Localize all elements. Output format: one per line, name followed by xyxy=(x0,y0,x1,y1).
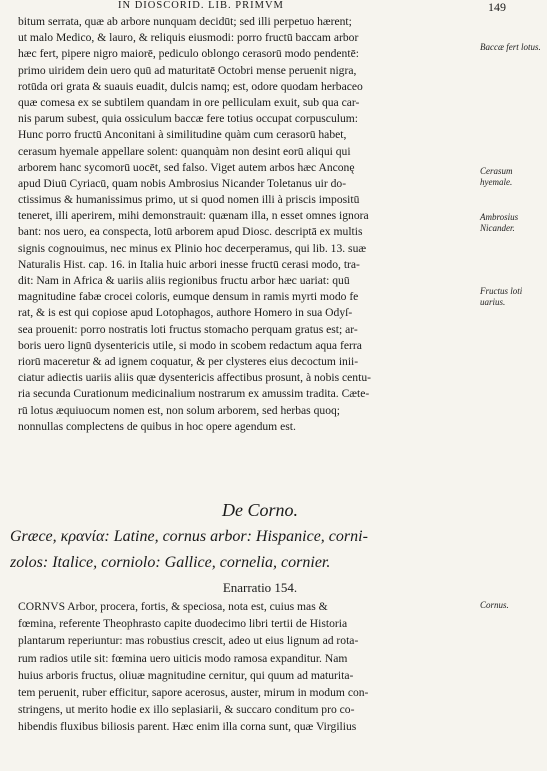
text-line: CORNVS Arbor, procera, fortis, & speciosa, nota est, cuius mas & xyxy=(18,600,328,613)
margin-note: Cerasum hyemale. xyxy=(480,166,513,187)
text-line: bant: nos uero, ea conspecta, lotū arborem apud Diosc. descriptā ex multis xyxy=(18,225,363,239)
enarratio-heading: Enarratio 154. xyxy=(222,580,298,595)
margin-note: Cornus. xyxy=(480,600,509,610)
text-line: hibendis fluxibus biliosis parent. Hæc enim illa corna sunt, quæ Virgilius xyxy=(18,720,357,734)
text-line: arborem hanc sycomorū uocēt, sed falso. Viget autem arbos hæc Anconę xyxy=(18,160,355,174)
text-line: rat, & is est qui copiose apud Lotophagos, authore Homero in sua Odyſ- xyxy=(18,306,353,320)
text-line: rotūda ori grata & suauis euadit, dulcis namq; est, odore quodam herbaceo xyxy=(18,79,363,93)
vernacular-names xyxy=(10,524,480,576)
running-title: IN DIOSCORID. LIB. PRIMVM xyxy=(118,0,284,11)
text-line: teneret, illi aperirem, mihi demonstrauit: quænam illa, n esset omnes ignora xyxy=(18,209,369,223)
text-line: sea prouenit: porro nostratis loti fructus stomacho perquam gratus est; ar- xyxy=(18,322,358,336)
text-line: ria secunda Curationum medicinalium nostrarum ex amussim tradita. Cæte- xyxy=(18,387,370,401)
text-line: boris uero lignū dysentericis utile, si modo in scobem redactum aqua ferra xyxy=(18,338,362,352)
margin-note: Baccæ fert lotus. xyxy=(480,42,541,52)
text-line: plantarum reperiuntur: mas robustius crescit, adeo ut eius lignum ad rota- xyxy=(18,634,359,648)
cornus-text-block xyxy=(18,598,476,736)
main-text-block xyxy=(18,14,476,435)
text-line: nis parum subest, quia ossiculum baccæ fere totius occupat corpusculum: xyxy=(18,112,359,126)
text-line: primo uiridem dein uero quū ad maturitatē Octobri mense peruenit nigra, xyxy=(18,63,357,77)
text-line: nonnullas complectens de quibus in hoc opere agendum est. xyxy=(18,419,296,433)
text-line: ctissimus & humanissimus primo, ut si quod nomen illi à priscis impositū xyxy=(18,193,360,207)
text-line: riorū maceretur & ad ignem coquatur, & per clysteres eius decoctum inii- xyxy=(18,354,359,368)
page-number: 149 xyxy=(488,0,506,14)
text-line: ciatur adiectis uariis aliis quæ dysentericis affectibus prosunt, à nobis centu- xyxy=(18,371,371,385)
text-line: hæc fert, pipere nigro maiorē, pediculo oblongo cerasorū modo pendentē: xyxy=(18,47,359,61)
text-line: apud Diuū Cyriacū, quam nobis Ambrosius Nicander Toletanus uir do- xyxy=(18,176,347,190)
page-header xyxy=(0,0,547,14)
text-line: Hunc porro fructū Anconitani à similitudine quàm cum cerasorū habet, xyxy=(18,128,347,142)
text-line: quæ comesa ex se subtilem quandam in ore pelliculam exuit, sub qua car- xyxy=(18,95,360,109)
margin-note: Ambrosius Nicander. xyxy=(480,212,519,233)
text-line: rum radios utile sit: fœmina uero uiticis modo ramosa expanditur. Nam xyxy=(18,651,348,665)
text-line: bitum serrata, quæ ab arbore nunquam decidūt; sed illi perpetuo hærent; xyxy=(18,15,352,28)
margin-note: Fructus loti uarius. xyxy=(480,286,523,307)
text-line: tem peruenit, ruber efficitur, sapore acerosus, auster, mirum in modum con- xyxy=(18,685,369,699)
text-line: magnitudine fabæ crocei coloris, eumque densum in ramis myrti modo fe xyxy=(18,290,359,304)
text-line: fœmina, referente Theophrasto capite duodecimo libri tertii de Historia xyxy=(18,617,348,631)
text-line: ut malo Medico, & lauro, & reliquis eiusmodi: porro fructū baccam arbor xyxy=(18,31,359,45)
names-line: Græce, κρανία: Latine, cornus arbor: Hispanice, corni- xyxy=(10,528,368,545)
names-line: zolos: Italice, corniolo: Gallice, cornelia, cornier. xyxy=(10,554,331,571)
text-line: signis cognouimus, nec minus ex Plinio hoc decerperamus, qui lib. 13. suæ xyxy=(18,241,367,255)
text-line: stringens, ut merito hodie ex illo seplasiarii, & succaro conditum pro co- xyxy=(18,703,355,717)
section-heading: De Corno. xyxy=(222,500,298,520)
text-line: dit: Nam in Africa & uariis aliis regionibus fructu arbor hæc uariat: quū xyxy=(18,274,350,287)
text-line: cerasum hyemale appellare solent: quanquàm non desint eorū aliqui qui xyxy=(18,144,351,158)
text-line: rū lotus æquiuocum nomen est, non solum arborem, sed herbas quoq; xyxy=(18,403,341,417)
text-line: Naturalis Hist. cap. 16. in Italia huic arbori inesse fructū cerasi modo, tra- xyxy=(18,257,360,271)
text-line: huius arboris fructus, oliuæ magnitudine cernitur, qui quum ad maturita- xyxy=(18,668,354,682)
